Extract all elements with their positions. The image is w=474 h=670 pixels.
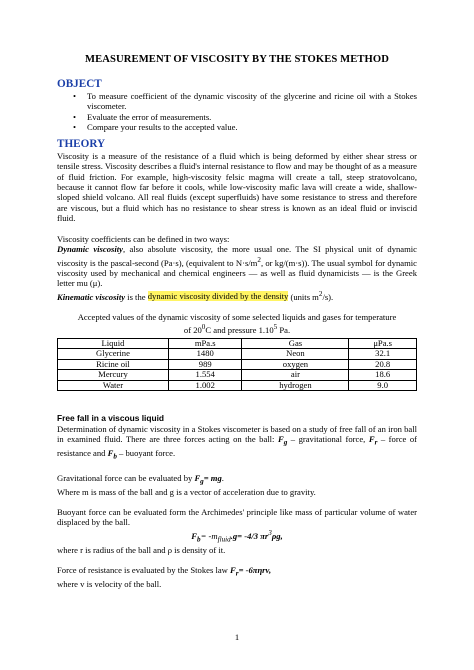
table-cell: hydrogen (242, 380, 349, 391)
object-heading: OBJECT (57, 78, 102, 91)
force-subscript: b (113, 453, 117, 462)
buoyant-force-paragraph: Buoyant force can be evaluated form the Archimedes' principle like mass of particular volume of water displaced by the ball. (57, 507, 417, 528)
table-row (58, 349, 417, 360)
table-cell: 18.6 (349, 370, 417, 381)
freefall-paragraph (57, 424, 417, 463)
grav-text: Gravitational force can be evaluated by (57, 472, 195, 483)
formula-text: = -m (200, 530, 218, 541)
table-header-row (58, 338, 417, 349)
dynamic-viscosity-term: Dynamic viscosity (57, 244, 123, 255)
table-row (58, 380, 417, 391)
table-cell: 9.0 (349, 380, 417, 391)
table-cell: Glycerine (58, 349, 169, 360)
dynamic-viscosity-text: , or kg/(m·s)). The usual symbol for dynamic viscosity used by mechanical and chemical engineers — as well as fluid dynamicists — is the Greek letter mu (μ). (57, 257, 417, 289)
table-row (58, 370, 417, 381)
table-cell: 1480 (168, 349, 242, 360)
superscript: 0 (201, 323, 206, 332)
superscript: 5 (273, 323, 278, 332)
force-subscript: r (374, 439, 378, 448)
formula-symbol: F (191, 530, 198, 541)
caption-text: Pa. (277, 325, 291, 336)
table-caption (57, 312, 417, 336)
table-header-cell: Liquid (58, 338, 169, 349)
superscript: 2 (318, 289, 323, 298)
formula-text: = -6πηrv, (238, 565, 272, 576)
document-title: MEASUREMENT OF VISCOSITY BY THE STOKES METHOD (85, 54, 389, 65)
caption-text: of 20 (183, 325, 202, 336)
kinematic-viscosity-term: Kinematic viscosity (57, 291, 126, 302)
formula-superscript: 3 (268, 528, 272, 537)
force-subscript: g (283, 439, 288, 448)
table-row (58, 359, 417, 370)
table-cell: 20.8 (349, 359, 417, 370)
force-symbol: F (107, 448, 114, 459)
table-cell: air (242, 370, 349, 381)
freefall-text: – gravitational force, (287, 434, 369, 445)
kinematic-viscosity-text: (units m (288, 291, 319, 302)
viscosity-definitions-intro: Viscosity coefficients can be defined in two ways: (57, 233, 230, 244)
objectives-list (57, 91, 417, 133)
buoyant-force-where: where r is radius of the ball and ρ is density of it. (57, 544, 226, 555)
freefall-text: – force of resistance and (57, 434, 417, 459)
force-symbol: F (368, 434, 375, 445)
formula-symbol: F (194, 472, 201, 483)
table-header-cell: mPa.s (168, 338, 242, 349)
formula-subscript: g (200, 477, 204, 486)
kinematic-viscosity-text: is the (125, 291, 148, 302)
theory-paragraph: Viscosity is a measure of the resistance of a fluid which is being deformed by either shear stress or tensile stress. Viscosity describes a fluid's internal resistance to flow and may be thought of as a measure of fluid friction. For example, high-viscosity felsic magma will create a tall, steep stratovolcano, because it cannot flow far before it cools, while low-viscosity mafic lava will create a wide, shallow-sloped shield volcano. All real fluids (except superfluids) have some resistance to stress and therefore are viscous, but a fluid which has no resistance to shear stress is known as an ideal fluid or inviscid fluid. (57, 150, 417, 224)
dynamic-viscosity-paragraph (57, 244, 417, 288)
table-cell: oxygen (242, 359, 349, 370)
buoyant-force-formula (57, 528, 417, 545)
grav-text: . (221, 472, 224, 483)
formula-text: = mg (203, 472, 222, 483)
formula-subscript: r (235, 570, 239, 578)
table-cell: 989 (168, 359, 242, 370)
dynamic-viscosity-text: , also absolute viscosity, the more usual one. The SI physical unit of dynamic viscosity is the pascal-second (Pa·s), (equivalent to N·s/m (57, 244, 417, 268)
table-cell: Neon (242, 349, 349, 360)
gravitational-force-where: Where m is mass of the ball and g is a vector of acceleration due to gravity. (57, 486, 316, 497)
gravitational-force-line (57, 473, 417, 487)
kinematic-viscosity-paragraph (57, 289, 417, 302)
superscript: 2 (257, 255, 261, 264)
resistance-force-where: where v is velocity of the ball. (57, 579, 162, 590)
formula-text: ρg, (271, 530, 283, 541)
table-header-cell: Gas (242, 338, 349, 349)
viscosity-table (57, 338, 417, 392)
objective-item: • Compare your results to the accepted value. (87, 122, 417, 132)
theory-heading: THEORY (57, 138, 106, 151)
objective-item: • To measure coefficient of the dynamic viscosity of the glycerine and ricine oil with a Stokes viscometer. (87, 91, 417, 112)
table-cell: Ricine oil (58, 359, 169, 370)
formula-symbol: F (230, 565, 236, 576)
formula-text: .g= -4/3 πr (230, 530, 269, 541)
highlighted-definition: dynamic viscosity divided by the density (147, 291, 289, 302)
table-cell: 1.554 (168, 370, 242, 381)
page-number: 1 (234, 632, 240, 642)
kinematic-viscosity-text: /s). (322, 291, 334, 302)
table-caption-line: Accepted values of the dynamic viscosity of some selected liquids and gases for temperature (77, 311, 397, 322)
table-cell: Water (58, 380, 169, 391)
freefall-text: – buoyant force. (116, 448, 176, 459)
resistance-force-line (57, 565, 417, 579)
formula-subscript: b (197, 535, 201, 544)
caption-text: C and pressure 1.10 (205, 325, 274, 336)
resist-text: Force of resistance is evaluated by the Stokes law (57, 565, 231, 576)
freefall-heading: Free fall in a viscous liquid (57, 413, 165, 424)
table-caption-line (57, 322, 417, 335)
table-cell: 32.1 (349, 349, 417, 360)
table-cell: 1.002 (168, 380, 242, 391)
table-header-cell: μPa.s (349, 338, 417, 349)
formula-subscript: fluid (217, 535, 231, 544)
objective-item: • Evaluate the error of measurements. (87, 112, 417, 122)
table-cell: Mercury (58, 370, 169, 381)
freefall-text: Determination of dynamic viscosity in a Stokes viscometer is based on a study of free fall of an iron ball in examined fluid. There are three forces acting on the ball: (57, 423, 417, 445)
force-symbol: F (277, 434, 284, 445)
